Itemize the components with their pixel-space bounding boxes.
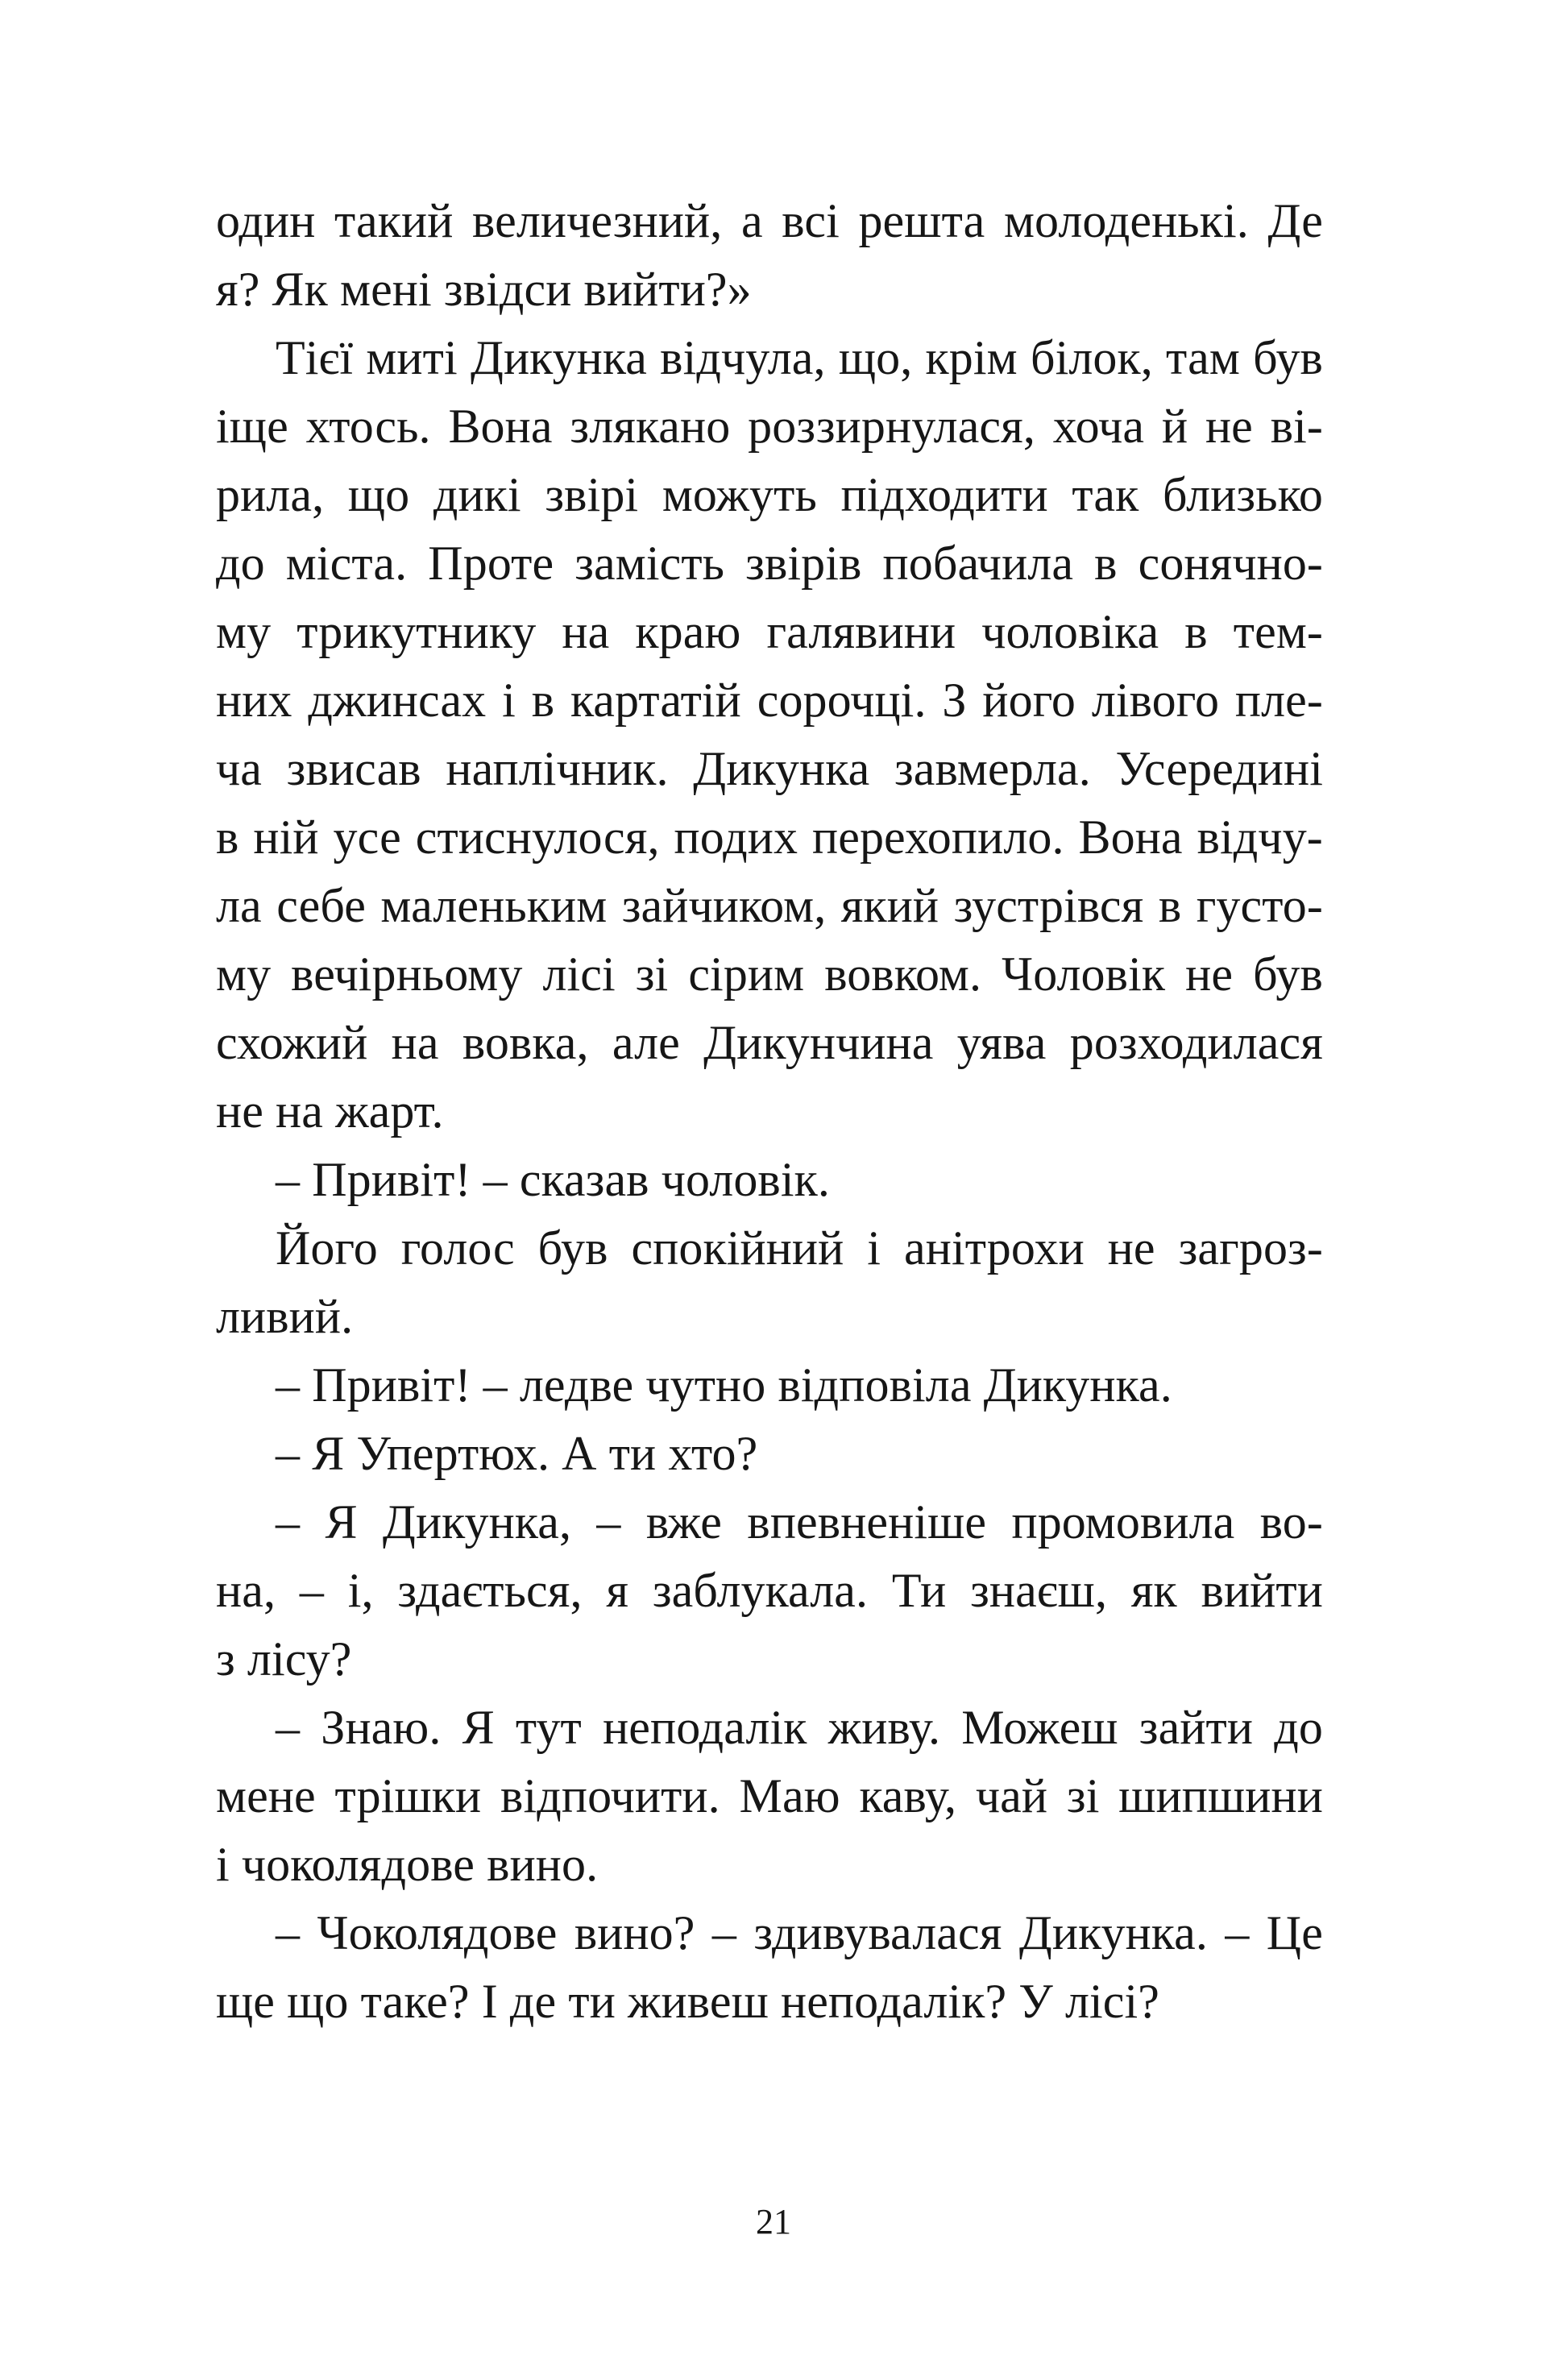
text-word: не на жарт. xyxy=(216,1084,444,1138)
text-word: промовила xyxy=(1011,1495,1235,1549)
text-word: і чоколядове вино. xyxy=(216,1838,599,1891)
text-word: спокійний xyxy=(631,1221,844,1275)
text-word: Тієї xyxy=(276,331,354,384)
text-word: здається, xyxy=(397,1564,583,1617)
text-line xyxy=(216,187,1323,255)
text-line xyxy=(216,1351,1323,1420)
text-word: – xyxy=(299,1564,324,1617)
text-word: стиснулося, xyxy=(415,811,660,864)
text-word: Дикунка xyxy=(470,331,647,384)
text-line xyxy=(216,1625,1323,1694)
text-word: ла xyxy=(216,879,262,932)
text-word: білок, xyxy=(1030,331,1153,384)
text-word: до xyxy=(1274,1701,1323,1754)
text-word: не xyxy=(1185,947,1234,1001)
text-word: загроз- xyxy=(1178,1221,1323,1275)
text-line xyxy=(216,1009,1323,1077)
text-word: злякано xyxy=(570,400,731,453)
text-word: – xyxy=(1225,1906,1250,1959)
text-word: хтось. xyxy=(305,400,431,453)
text-word: і, xyxy=(347,1564,374,1617)
text-word: тем- xyxy=(1233,605,1323,658)
text-word: не xyxy=(1205,400,1253,453)
text-word: молоденькі. xyxy=(1003,194,1249,247)
text-word: мене xyxy=(216,1769,316,1822)
text-word: відчу- xyxy=(1197,811,1323,864)
text-line xyxy=(216,1967,1323,2036)
text-word: му xyxy=(216,947,272,1001)
text-word: хоча xyxy=(1052,400,1145,453)
text-word: З xyxy=(942,674,967,727)
text-word: – Привіт! – сказав чоловік. xyxy=(276,1153,830,1206)
text-word: зайти xyxy=(1138,1701,1254,1754)
text-word: величезний, xyxy=(472,194,723,247)
text-word: трішки xyxy=(334,1769,482,1822)
text-line xyxy=(216,461,1323,529)
text-word: – xyxy=(276,1495,301,1549)
text-line xyxy=(216,872,1323,940)
text-word: во- xyxy=(1259,1495,1323,1549)
text-word: чоловіка xyxy=(981,605,1159,658)
text-word: краю xyxy=(635,605,741,658)
text-word: голос xyxy=(400,1221,515,1275)
text-word: в xyxy=(1094,537,1118,590)
text-word: який xyxy=(840,879,939,932)
text-word: Його xyxy=(276,1221,378,1275)
text-word: вовка, xyxy=(462,1016,589,1069)
text-word: каву, xyxy=(859,1769,957,1822)
text-line xyxy=(216,1899,1323,1967)
text-word: пле- xyxy=(1234,674,1323,727)
text-word: ще що таке? І де ти живеш неподалік? У лісі? xyxy=(216,1975,1160,2028)
text-word: Вона xyxy=(448,400,553,453)
text-word: вечірньому xyxy=(291,947,523,1001)
text-word: ній xyxy=(253,811,319,864)
text-word: – xyxy=(276,1701,301,1754)
text-word: Я xyxy=(325,1495,358,1549)
text-word: Дикунка, xyxy=(382,1495,572,1549)
text-word: розходилася xyxy=(1069,1016,1323,1069)
text-word: замість xyxy=(574,537,725,590)
text-word: відпочити. xyxy=(500,1769,720,1822)
text-word: роззирнулася, xyxy=(748,400,1035,453)
text-word: Ти xyxy=(891,1564,947,1617)
text-word: схожий xyxy=(216,1016,368,1069)
text-word: міста. xyxy=(285,537,408,590)
text-word: побачила xyxy=(882,537,1074,590)
text-word: до xyxy=(216,537,265,590)
text-word: і xyxy=(867,1221,881,1275)
text-word: вже xyxy=(645,1495,723,1549)
text-word: решта xyxy=(858,194,985,247)
text-word: – xyxy=(711,1906,736,1959)
text-line xyxy=(216,1420,1323,1488)
text-word: шипшини xyxy=(1118,1769,1323,1822)
text-word: Це xyxy=(1266,1906,1323,1959)
page-number: 21 xyxy=(756,2202,791,2241)
text-word: сонячно- xyxy=(1138,537,1323,590)
text-word: знаєш, xyxy=(970,1564,1108,1617)
body-text-block xyxy=(216,187,1323,2036)
text-word: Маю xyxy=(739,1769,840,1822)
text-line xyxy=(216,735,1323,803)
text-word: вийти xyxy=(1201,1564,1323,1617)
text-word: му xyxy=(216,605,272,658)
text-line xyxy=(216,1762,1323,1831)
text-word: живу. xyxy=(827,1701,941,1754)
text-word: я xyxy=(606,1564,629,1617)
text-word: трикутнику xyxy=(297,605,537,658)
text-word: а xyxy=(740,194,763,247)
text-line xyxy=(216,324,1323,392)
text-word: тут xyxy=(515,1701,582,1754)
text-word: Проте xyxy=(428,537,554,590)
text-word: густо- xyxy=(1196,879,1323,932)
text-line xyxy=(216,803,1323,872)
text-word: був xyxy=(537,1221,608,1275)
text-line xyxy=(216,1214,1323,1283)
text-line xyxy=(216,529,1323,598)
text-word: Дикунка. xyxy=(1018,1906,1208,1959)
text-word: подих xyxy=(674,811,798,864)
text-word: на xyxy=(391,1016,439,1069)
text-word: близько xyxy=(1163,468,1323,521)
text-word: Я xyxy=(462,1701,495,1754)
text-line xyxy=(216,1488,1323,1557)
text-word: звисав xyxy=(286,742,421,795)
text-line xyxy=(216,940,1323,1009)
text-word: так xyxy=(1072,468,1139,521)
text-word: маленьким xyxy=(380,879,608,932)
text-word: можуть xyxy=(662,468,817,521)
text-word: рила, xyxy=(216,468,325,521)
text-word: лісі xyxy=(542,947,616,1001)
text-word: що, xyxy=(838,331,913,384)
text-word: Де xyxy=(1267,194,1323,247)
text-word: завмерла. xyxy=(894,742,1091,795)
text-word: Усередині xyxy=(1115,742,1323,795)
text-word: Дикунка xyxy=(693,742,870,795)
text-word: усе xyxy=(333,811,401,864)
text-word: ча xyxy=(216,742,263,795)
text-word: галявини xyxy=(766,605,956,658)
text-word: був xyxy=(1253,331,1323,384)
text-word: як xyxy=(1130,1564,1177,1617)
text-word: ливий. xyxy=(216,1290,354,1343)
text-line xyxy=(216,1283,1323,1351)
text-word: – Привіт! – ледве чутно відповіла Дикунка. xyxy=(276,1358,1172,1412)
text-word: анітрохи xyxy=(904,1221,1085,1275)
text-word: здивувалася xyxy=(753,1906,1002,1959)
text-line xyxy=(216,1831,1323,1899)
text-word: – xyxy=(596,1495,621,1549)
text-word: я? Як мені звідси вийти?» xyxy=(216,263,752,316)
text-word: крім xyxy=(925,331,1018,384)
text-word: в xyxy=(1184,605,1208,658)
text-word: чай xyxy=(975,1769,1048,1822)
text-word: неподалік xyxy=(603,1701,807,1754)
text-line xyxy=(216,598,1323,666)
text-word: не xyxy=(1107,1221,1155,1275)
text-word: був xyxy=(1253,947,1323,1001)
text-line xyxy=(216,1694,1323,1762)
text-word: лівого xyxy=(1091,674,1220,727)
text-word: відчула, xyxy=(660,331,826,384)
text-word: вино? xyxy=(574,1906,695,1959)
text-line xyxy=(216,1146,1323,1214)
text-word: іще xyxy=(216,400,288,453)
text-word: Дикунчина xyxy=(703,1016,934,1069)
text-word: зі xyxy=(1066,1769,1100,1822)
text-word: один xyxy=(216,194,316,247)
text-line xyxy=(216,1077,1323,1146)
text-word: в xyxy=(531,674,555,727)
text-word: і xyxy=(502,674,516,727)
text-line xyxy=(216,392,1323,461)
text-word: з лісу? xyxy=(216,1632,352,1685)
text-word: ві- xyxy=(1270,400,1323,453)
text-word: звірі xyxy=(545,468,639,521)
text-word: себе xyxy=(276,879,366,932)
text-word: Чоловік xyxy=(1002,947,1166,1001)
text-word: Вона xyxy=(1078,811,1183,864)
text-word: сорочці. xyxy=(757,674,927,727)
text-word: в xyxy=(216,811,239,864)
text-word: сірим xyxy=(688,947,805,1001)
text-line xyxy=(216,1557,1323,1625)
text-word: й xyxy=(1161,400,1188,453)
text-word: Можеш xyxy=(961,1701,1118,1754)
text-word: перехопило. xyxy=(812,811,1064,864)
text-word: – Я Упертюх. А ти хто? xyxy=(276,1427,758,1480)
text-word: Знаю. xyxy=(321,1701,442,1754)
text-word: але xyxy=(612,1016,680,1069)
text-word: дикі xyxy=(433,468,521,521)
text-word: на, xyxy=(216,1564,276,1617)
text-word: звірів xyxy=(745,537,862,590)
text-line xyxy=(216,255,1323,324)
text-word: уява xyxy=(956,1016,1047,1069)
text-word: – xyxy=(276,1906,301,1959)
text-line xyxy=(216,666,1323,735)
text-word: зайчиком, xyxy=(621,879,827,932)
text-word: вовком. xyxy=(824,947,982,1001)
text-word: джинсах xyxy=(308,674,487,727)
text-word: впевненіше xyxy=(747,1495,987,1549)
text-word: Чоколядове xyxy=(317,1906,558,1959)
text-word: на xyxy=(562,605,610,658)
text-word: всі xyxy=(782,194,840,247)
text-word: заблукала. xyxy=(652,1564,869,1617)
text-word: зі xyxy=(635,947,669,1001)
text-word: підходити xyxy=(840,468,1048,521)
text-word: що xyxy=(347,468,410,521)
text-word: його xyxy=(982,674,1076,727)
text-word: в xyxy=(1158,879,1182,932)
text-word: картатій xyxy=(570,674,741,727)
text-word: зустрівся xyxy=(953,879,1144,932)
text-word: там xyxy=(1166,331,1240,384)
text-word: миті xyxy=(366,331,458,384)
text-word: наплічник. xyxy=(446,742,669,795)
text-word: них xyxy=(216,674,292,727)
text-word: такий xyxy=(334,194,454,247)
